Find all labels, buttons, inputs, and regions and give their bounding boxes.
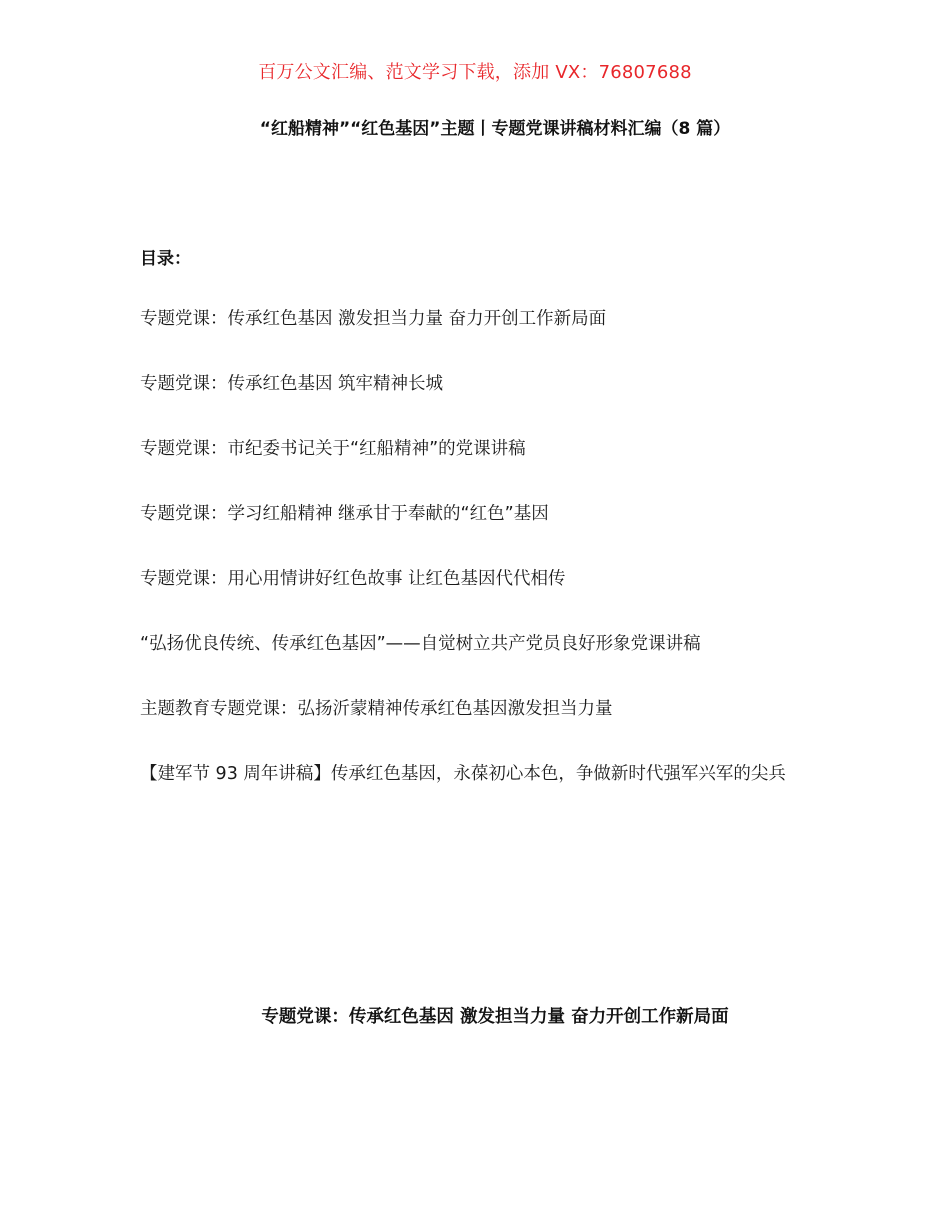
toc-item[interactable]: 【建军节 93 周年讲稿】传承红色基因，永葆初心本色，争做新时代强军兴军的尖兵 — [140, 764, 786, 784]
section-title: 专题党课：传承红色基因 激发担当力量 奋力开创工作新局面 — [261, 1007, 729, 1027]
document-title: “红船精神”“红色基因”主题丨专题党课讲稿材料汇编（8 篇） — [259, 119, 731, 139]
header-advertisement: 百万公文汇编、范文学习下载，添加 VX：76807688 — [258, 62, 692, 83]
table-of-contents — [140, 307, 820, 839]
toc-heading: 目录： — [140, 249, 191, 269]
toc-item[interactable]: 专题党课：学习红船精神 继承甘于奉献的“红色”基因 — [140, 504, 549, 524]
toc-item[interactable]: 专题党课：用心用情讲好红色故事 让红色基因代代相传 — [140, 569, 566, 589]
toc-item[interactable]: “弘扬优良传统、传承红色基因”——自觉树立共产党员良好形象党课讲稿 — [140, 634, 701, 654]
toc-item[interactable]: 专题党课：传承红色基因 筑牢精神长城 — [140, 374, 444, 394]
toc-item[interactable]: 主题教育专题党课：弘扬沂蒙精神传承红色基因激发担当力量 — [140, 699, 613, 719]
toc-item[interactable]: 专题党课：传承红色基因 激发担当力量 奋力开创工作新局面 — [140, 309, 607, 329]
toc-item[interactable]: 专题党课：市纪委书记关于“红船精神”的党课讲稿 — [140, 439, 526, 459]
